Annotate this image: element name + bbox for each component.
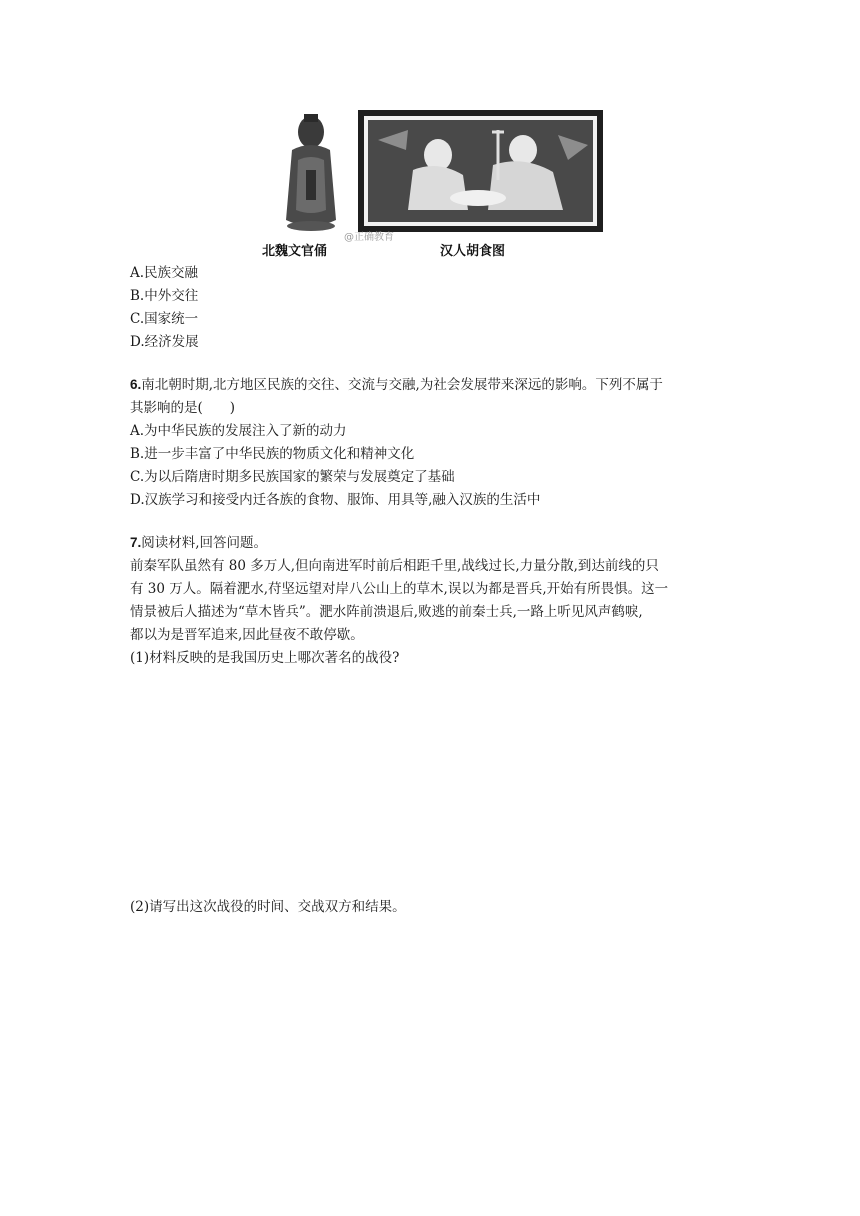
- left-figure-caption: 北魏文官俑: [262, 244, 328, 259]
- figure-group: [262, 100, 610, 270]
- q6-option-d: D.汉族学习和接受内迁各族的食物、服饰、用具等,融入汉族的生活中: [130, 492, 541, 508]
- q7-material-line4: 都以为是晋军追来,因此昼夜不敢停歇。: [130, 627, 364, 643]
- q5-option-d: D.经济发展: [130, 334, 199, 350]
- mural-image: [358, 110, 603, 232]
- q6-option-c: C.为以后隋唐时期多民族国家的繁荣与发展奠定了基础: [130, 469, 455, 485]
- q6-option-a: A.为中华民族的发展注入了新的动力: [130, 423, 347, 439]
- q5-option-a: A.民族交融: [130, 265, 199, 281]
- q6-stem-text: 南北朝时期,北方地区民族的交往、交流与交融,为社会发展带来深远的影响。下列不属于: [141, 377, 663, 393]
- q7-number: 7.: [130, 535, 142, 550]
- q7-sub-question-1: (1)材料反映的是我国历史上哪次著名的战役?: [130, 650, 400, 666]
- q6-option-b: B.进一步丰富了中华民族的物质文化和精神文化: [130, 446, 415, 462]
- q7-material-line3: 情景被后人描述为“草木皆兵”。淝水阵前溃退后,败逃的前秦士兵,一路上听见风声鹤唳,: [130, 604, 643, 620]
- right-figure-caption: 汉人胡食图: [440, 244, 506, 259]
- q6-number: 6.: [130, 377, 142, 392]
- q6-stem-line2: 其影响的是( ): [130, 400, 236, 416]
- figurine-image: [278, 110, 344, 232]
- q7-sub-question-2: (2)请写出这次战役的时间、交战双方和结果。: [130, 899, 406, 915]
- q7-material-line2: 有 30 万人。隔着淝水,苻坚远望对岸八公山上的草木,误以为都是晋兵,开始有所畏惧。这一: [130, 581, 669, 597]
- watermark: @正确教育: [344, 232, 394, 243]
- q6-stem-line1: [130, 375, 663, 395]
- q7-stem: [130, 533, 267, 553]
- q5-option-c: C.国家统一: [130, 311, 199, 327]
- q5-option-b: B.中外交往: [130, 288, 199, 304]
- q7-stem-text: 阅读材料,回答问题。: [141, 535, 268, 551]
- q7-material-line1: 前秦军队虽然有 80 多万人,但向南进军时前后相距千里,战线过长,力量分散,到达前线的只: [130, 558, 659, 574]
